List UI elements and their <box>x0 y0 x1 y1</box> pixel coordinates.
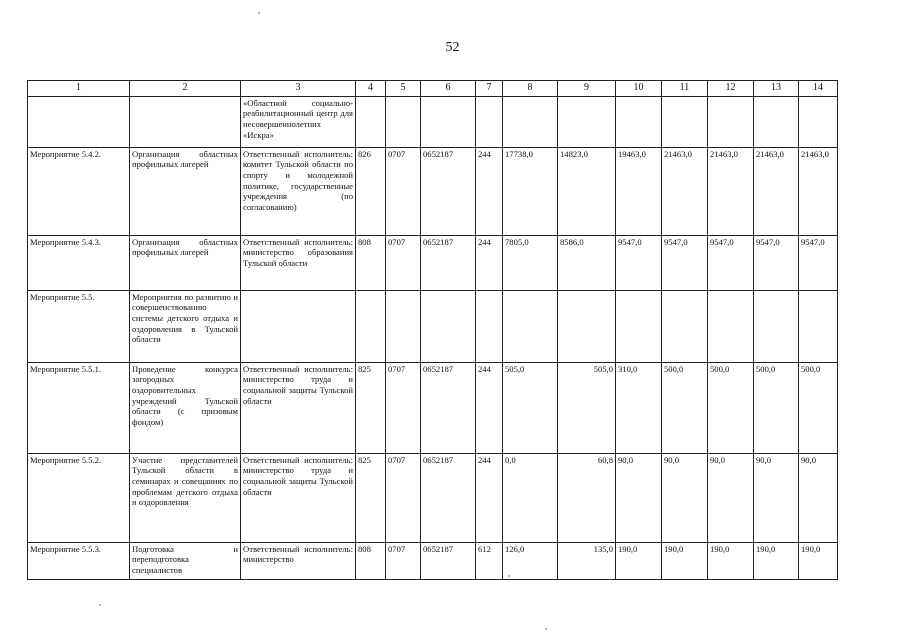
value-cell <box>754 96 799 147</box>
value-cell: 808 <box>356 235 386 290</box>
value-cell <box>356 96 386 147</box>
value-cell <box>386 290 421 362</box>
value-cell <box>503 96 558 147</box>
value-cell: 9547,0 <box>754 235 799 290</box>
value-cell <box>708 290 754 362</box>
value-cell <box>356 290 386 362</box>
value-cell: 17738,0 <box>503 147 558 235</box>
column-header: 6 <box>421 81 476 97</box>
value-cell: 0652187 <box>421 542 476 579</box>
value-cell: 8586,0 <box>558 235 616 290</box>
value-cell: 244 <box>476 235 503 290</box>
column-header: 3 <box>241 81 356 97</box>
value-cell: 9547,0 <box>708 235 754 290</box>
value-cell: 21463,0 <box>799 147 838 235</box>
header-row <box>28 81 838 97</box>
value-cell <box>799 290 838 362</box>
value-cell <box>386 96 421 147</box>
value-cell: 90,0 <box>662 453 708 542</box>
value-cell <box>799 96 838 147</box>
activity-cell: Мероприятие 5.5.3. <box>28 542 130 579</box>
value-cell: 190,0 <box>754 542 799 579</box>
column-header: 2 <box>130 81 241 97</box>
executor-cell: Ответственный исполнитель: комитет Тульской области по спорту и молодежной политике, государственные учреждения (по согласованию) <box>241 147 356 235</box>
value-cell <box>616 96 662 147</box>
value-cell: 0652187 <box>421 147 476 235</box>
value-cell: 244 <box>476 147 503 235</box>
scan-speck <box>545 628 547 630</box>
executor-cell: «Областной социально-реабилитационный центр для несовершеннолетних «Искра» <box>241 96 356 147</box>
column-header: 9 <box>558 81 616 97</box>
value-cell: 126,0 <box>503 542 558 579</box>
column-header: 4 <box>356 81 386 97</box>
value-cell: 60,8 <box>558 453 616 542</box>
value-cell: 14823,0 <box>558 147 616 235</box>
value-cell: 808 <box>356 542 386 579</box>
value-cell: 9547,0 <box>662 235 708 290</box>
value-cell: 190,0 <box>662 542 708 579</box>
value-cell: 9547,0 <box>616 235 662 290</box>
scan-speck <box>258 12 260 14</box>
column-header: 14 <box>799 81 838 97</box>
column-header: 10 <box>616 81 662 97</box>
column-header: 5 <box>386 81 421 97</box>
value-cell: 19463,0 <box>616 147 662 235</box>
table-row <box>28 362 838 453</box>
value-cell <box>616 290 662 362</box>
description-cell: Организация областных профильных лагерей <box>130 147 241 235</box>
value-cell: 500,0 <box>662 362 708 453</box>
table-row <box>28 453 838 542</box>
value-cell: 135,0 <box>558 542 616 579</box>
value-cell: 190,0 <box>799 542 838 579</box>
column-header: 12 <box>708 81 754 97</box>
value-cell <box>476 290 503 362</box>
value-cell <box>421 96 476 147</box>
value-cell: 21463,0 <box>662 147 708 235</box>
value-cell: 0,0 <box>503 453 558 542</box>
value-cell <box>421 290 476 362</box>
table-row <box>28 96 838 147</box>
value-cell: 826 <box>356 147 386 235</box>
value-cell: 505,0 <box>503 362 558 453</box>
description-cell: Проведение конкурса загородных оздоровительных учреждений Тульской области (с призовым фондом) <box>130 362 241 453</box>
value-cell: 21463,0 <box>754 147 799 235</box>
table-row <box>28 290 838 362</box>
column-header: 7 <box>476 81 503 97</box>
value-cell: 500,0 <box>754 362 799 453</box>
value-cell: 90,0 <box>754 453 799 542</box>
budget-table <box>27 80 838 580</box>
scan-speck <box>508 575 510 577</box>
value-cell: 0707 <box>386 542 421 579</box>
page-number: 52 <box>445 40 460 55</box>
value-cell: 505,0 <box>558 362 616 453</box>
value-cell: 0652187 <box>421 453 476 542</box>
activity-cell: Мероприятие 5.5.1. <box>28 362 130 453</box>
value-cell: 90,0 <box>708 453 754 542</box>
value-cell: 0652187 <box>421 362 476 453</box>
executor-cell: Ответственный исполнитель: министерство <box>241 542 356 579</box>
executor-cell: Ответственный исполнитель: министерство труда и социальной защиты Тульской области <box>241 453 356 542</box>
table-row <box>28 235 838 290</box>
table-row <box>28 147 838 235</box>
value-cell <box>662 290 708 362</box>
value-cell <box>754 290 799 362</box>
description-cell <box>130 96 241 147</box>
value-cell: 310,0 <box>616 362 662 453</box>
value-cell: 244 <box>476 453 503 542</box>
value-cell <box>558 96 616 147</box>
value-cell: 0707 <box>386 147 421 235</box>
value-cell <box>662 96 708 147</box>
table-row <box>28 542 838 579</box>
column-header: 8 <box>503 81 558 97</box>
description-cell: Подготовка и переподготовка специалистов <box>130 542 241 579</box>
value-cell: 0707 <box>386 362 421 453</box>
column-header: 1 <box>28 81 130 97</box>
value-cell: 190,0 <box>708 542 754 579</box>
executor-cell: Ответственный исполнитель: министерство труда и социальной защиты Тульской области <box>241 362 356 453</box>
value-cell: 90,0 <box>616 453 662 542</box>
activity-cell: Мероприятие 5.4.3. <box>28 235 130 290</box>
value-cell: 9547,0 <box>799 235 838 290</box>
value-cell: 0652187 <box>421 235 476 290</box>
value-cell: 612 <box>476 542 503 579</box>
value-cell: 825 <box>356 453 386 542</box>
column-header: 11 <box>662 81 708 97</box>
activity-cell <box>28 96 130 147</box>
column-header: 13 <box>754 81 799 97</box>
value-cell: 825 <box>356 362 386 453</box>
value-cell: 190,0 <box>616 542 662 579</box>
description-cell: Организация областных профильных лагерей <box>130 235 241 290</box>
value-cell: 244 <box>476 362 503 453</box>
value-cell: 0707 <box>386 453 421 542</box>
activity-cell: Мероприятие 5.4.2. <box>28 147 130 235</box>
value-cell: 0707 <box>386 235 421 290</box>
value-cell: 500,0 <box>799 362 838 453</box>
value-cell: 21463,0 <box>708 147 754 235</box>
executor-cell: Ответственный исполнитель: министерство образования Тульской области <box>241 235 356 290</box>
activity-cell: Мероприятие 5.5. <box>28 290 130 362</box>
value-cell: 7805,0 <box>503 235 558 290</box>
value-cell <box>558 290 616 362</box>
value-cell <box>476 96 503 147</box>
value-cell: 90,0 <box>799 453 838 542</box>
executor-cell <box>241 290 356 362</box>
description-cell: Мероприятия по развитию и совершенствованию системы детского отдыха и оздоровления в Тульской области <box>130 290 241 362</box>
scan-speck <box>99 604 101 606</box>
value-cell: 500,0 <box>708 362 754 453</box>
description-cell: Участие представителей Тульской области в семинарах и совещаниях по проблемам детского отдыха и оздоровления <box>130 453 241 542</box>
activity-cell: Мероприятие 5.5.2. <box>28 453 130 542</box>
value-cell <box>503 290 558 362</box>
value-cell <box>708 96 754 147</box>
